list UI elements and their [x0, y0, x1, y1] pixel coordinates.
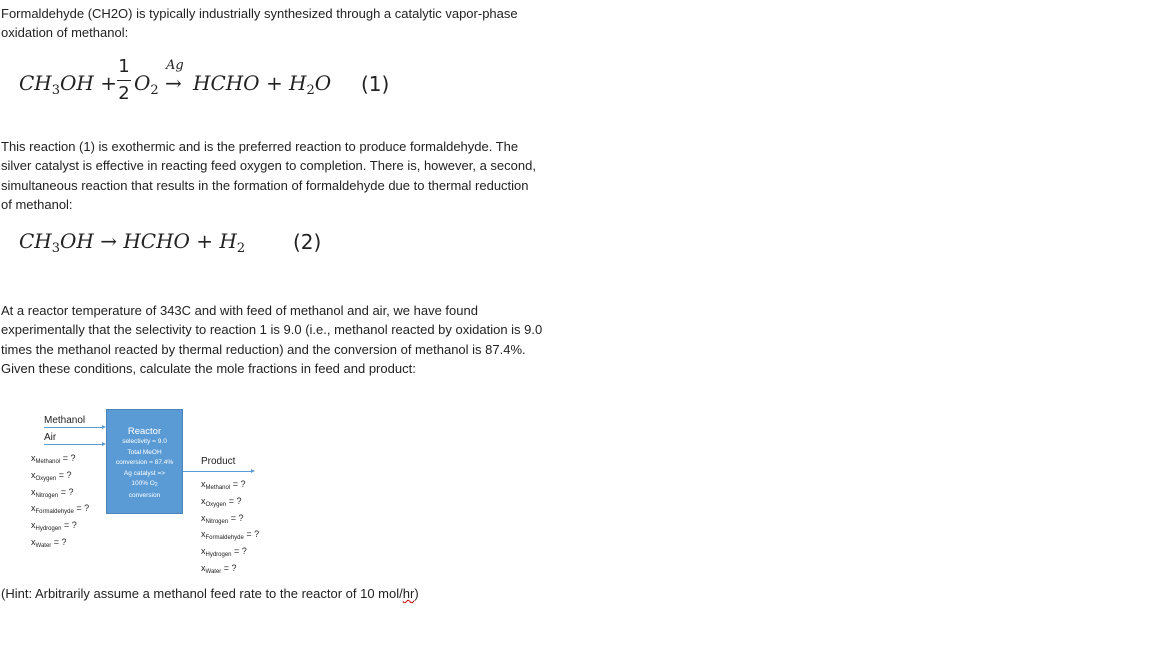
para3-line: times the methanol reacted by thermal reduction) and the conversion of methanol is 87.4%. — [1, 341, 526, 357]
feed-fractions-list — [31, 452, 89, 553]
para3-line: experimentally that the selectivity to reaction 1 is 9.0 (i.e., methanol reacted by oxidation is 9.0 — [1, 322, 543, 338]
hint — [1, 584, 419, 603]
hint-text: (Hint: Arbitrarily assume a methanol feed rate to the reactor of 10 mol/ — [1, 586, 403, 601]
intro-paragraph — [1, 4, 518, 43]
product-label: Product — [201, 456, 236, 467]
paragraph-2 — [1, 137, 536, 215]
eq1-reactant: $CH_3OH$ + — [19, 71, 117, 98]
product-fraction-hydrogen: $x_{Hydrogen}$ = ? — [201, 546, 247, 559]
reactor-box — [106, 409, 183, 514]
product-fraction-water: $x_{Water}$ = ? — [201, 562, 237, 575]
eq1-arrow: → — [165, 71, 182, 95]
feed-methanol-label: Methanol — [44, 415, 86, 426]
para2-line: simultaneous reaction that results in the formation of formaldehyde due to thermal reduction — [1, 177, 529, 193]
paragraph-3 — [1, 301, 542, 379]
feed-fraction-oxygen: $x_{Oxygen}$ = ? — [31, 469, 72, 482]
eq2-number: (2) — [293, 230, 322, 254]
reactor-total-meoh: Total MeOH — [127, 448, 162, 456]
feed-air-label: Air — [44, 432, 57, 443]
reactor-selectivity: selectivity = 9.0 — [122, 438, 167, 445]
reactor-catalyst: Ag catalyst => — [123, 469, 166, 477]
para2-line: of methanol: — [1, 197, 73, 213]
product-fractions-list — [201, 478, 259, 579]
eq1-products: HCHO + $H_2O$ — [193, 71, 332, 98]
product-fraction-formaldehyde: $x_{Formaldehyde}$ = ? — [201, 529, 260, 542]
hint-unit-spellcheck: hr — [402, 586, 415, 601]
feed-fraction-methanol: $x_{Methanol}$ = ? — [31, 453, 76, 465]
eq2-expression: $CH_3OH$ → HCHO + $H_2$ — [19, 229, 246, 256]
eq1-fraction-numerator: 1 — [118, 56, 130, 77]
air-feed-arrow — [44, 444, 102, 445]
reactor-o2-conversion: 100% O2 — [131, 480, 158, 488]
feed-fraction-nitrogen: $x_{Nitrogen}$ = ? — [31, 486, 74, 499]
para3-line: Given these conditions, calculate the mole fractions in feed and product: — [1, 361, 416, 377]
intro-line: Formaldehyde (CH2O) is typically industrially synthesized through a catalytic vapor-phase — [1, 6, 518, 21]
product-fraction-oxygen: $x_{Oxygen}$ = ? — [201, 495, 242, 508]
para2-line: silver catalyst is effective in reacting feed oxygen to completion. There is, however, a second, — [1, 158, 536, 174]
intro-line: oxidation of methanol: — [1, 25, 129, 41]
hint-close: ) — [414, 586, 419, 601]
product-arrow — [183, 471, 251, 472]
feed-fraction-water: $x_{Water}$ = ? — [31, 536, 67, 549]
product-fraction-methanol: $x_{Methanol}$ = ? — [201, 479, 246, 491]
product-arrowhead-icon — [251, 469, 255, 473]
eq1-fraction-bar — [117, 80, 131, 81]
para2-line: This reaction (1) is exothermic and is the preferred reaction to produce formaldehyde. The — [1, 139, 519, 154]
product-fraction-nitrogen: $x_{Nitrogen}$ = ? — [201, 512, 244, 525]
reactor-title: Reactor — [127, 426, 162, 437]
feed-fraction-formaldehyde: $x_{Formaldehyde}$ = ? — [31, 503, 90, 516]
eq1-oxygen: $O_2$ — [134, 71, 159, 98]
methanol-feed-arrow — [44, 427, 102, 428]
eq1-fraction-denominator: 2 — [118, 83, 130, 104]
eq1-number: (1) — [361, 72, 390, 96]
reactor-conversion-word: conversion — [128, 491, 161, 499]
reactor-conversion: conversion = 87.4% — [115, 459, 174, 466]
para3-line: At a reactor temperature of 343C and with feed of methanol and air, we have found — [1, 303, 478, 318]
eq1-catalyst: Ag — [166, 58, 184, 73]
feed-fraction-hydrogen: $x_{Hydrogen}$ = ? — [31, 520, 77, 533]
